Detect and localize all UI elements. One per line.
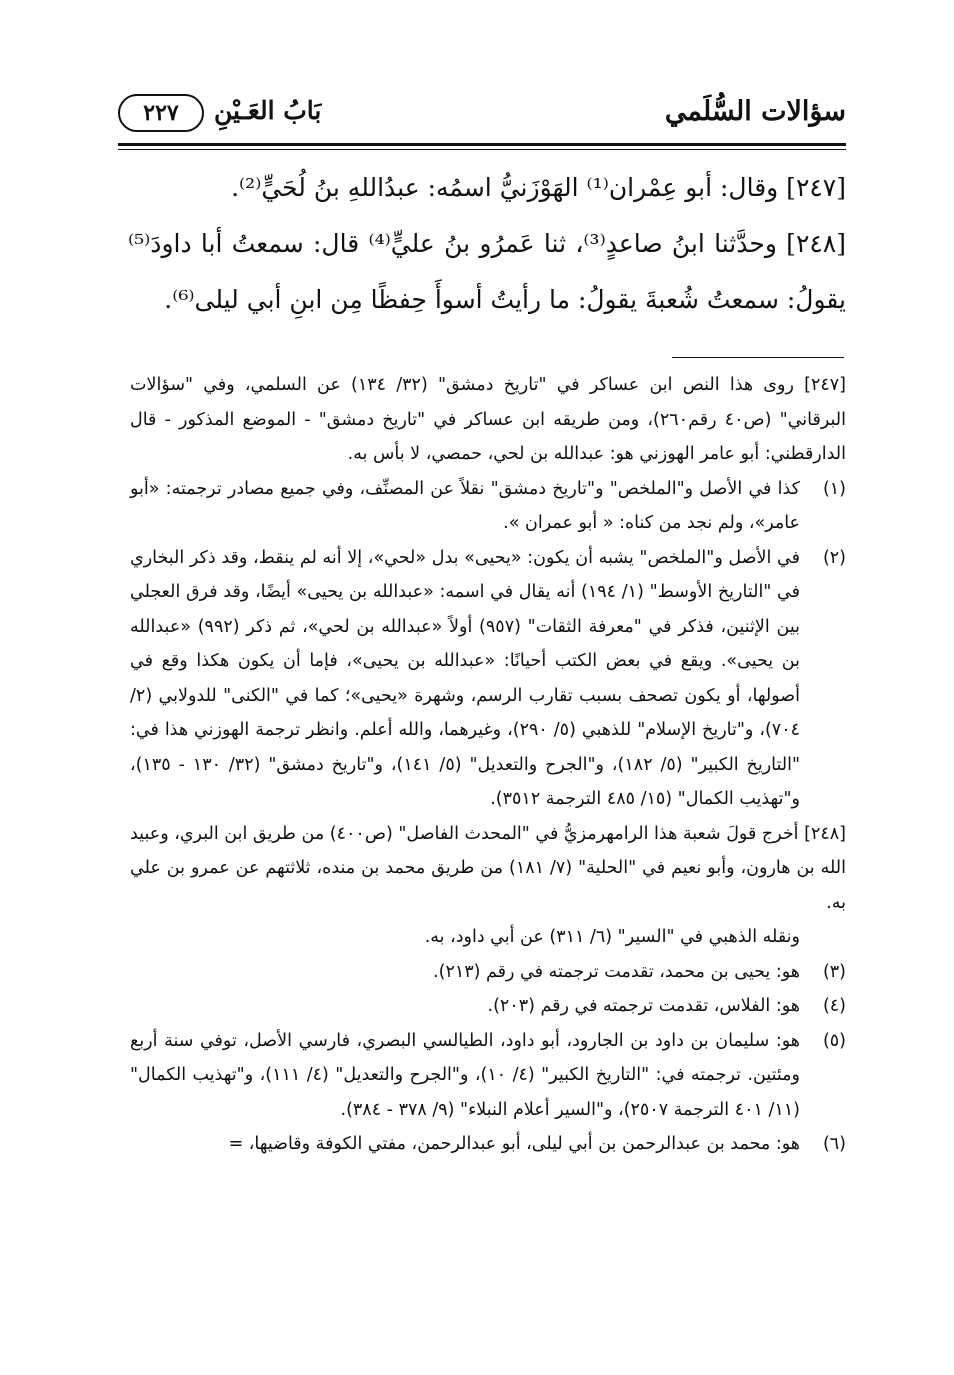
footnote-text: هو: سليمان بن داود بن الجارود، أبو داود، الطيالسي البصري، فارسي الأصل، توفي سنة أربع ومئتين. ترجمته في: "التاريخ الكبير" (٤/ ١٠)، و"الجرح والتعديل" (٤/ ١١١)، و"تهذيب الكمال" (١١/ ٤٠١ الترجمة ٢٥٠٧)، و"السير أعلام النبلاء" (٩/ ٣٧٨ - ٣٨٤). <box>130 1030 801 1120</box>
footnote-6 <box>130 1127 846 1162</box>
footnote-mark: (٣) <box>822 961 846 982</box>
footnote-text: في الأصل و"الملخص" يشبه أن يكون: «يحيى» بدل «لحي»، إلا أنه لم ينقط، وقد ذكر البخاري في "التاريخ الأوسط" (١/ ١٩٤) أنه يقال في اسمه: «عبدالله بن يحيى» أيضًا، وقد فرق العجلي بين الإثنين، فذكر في "معرفة الثقات" (٩٥٧) أولاً «عبدالله بن لحي»، ثم ذكر (٩٩٢) «عبدالله بن يحيى». ويقع في بعض الكتب أحيانًا: «عبدالله بن يحيى»، فإما أن يكون هكذا وقع في أصولها، أو يكون تصحف بسبب تقارب الرسم، وشهرة «يحيى»؛ كما في "الكنى" للدولابي (٢/ ٧٠٤)، و"تاريخ الإسلام" للذهبي (٥/ ٢٩٠)، وغيرهما، والله أعلم. وانظر ترجمة الهوزني هذا في: "التاريخ الكبير" (٥/ ١٨٢)، و"الجرح والتعديل" (٥/ ١٤١)، و"تاريخ دمشق" (٣٢/ ١٣٠ - ١٣٥)، و"تهذيب الكمال" (١٥/ ٤٨٥ الترجمة ٣٥١٢). <box>130 547 801 809</box>
footnote-mark: [٢٤٨] <box>804 823 846 844</box>
main-text <box>128 160 846 328</box>
footnote-1 <box>130 472 846 541</box>
footnote-5 <box>130 1024 846 1128</box>
footnote-mark: [٢٤٧] <box>804 375 846 395</box>
footnote-text: أخرج قولَ شعبة هذا الرامهرمزيُّ في "المحدث الفاصل" (ص٤٠٠) من طريق ابن البري، وعبيد الله بن هارون، وأبو نعيم في "الحلية" (٧/ ١٨١) من طريق محمد بن منده، ثلاثتهم عن عمرو بن علي به. <box>130 823 846 913</box>
footnote-text: ونقله الذهبي في "السير" (٦/ ٣١١) عن أبي داود، به. <box>424 927 800 947</box>
footnote-text: هو: يحيى بن محمد، تقدمت ترجمته في رقم (٢١٣). <box>433 961 800 982</box>
footnote-ref-248 <box>130 817 846 921</box>
footnote-2 <box>130 541 846 817</box>
footnote-separator <box>672 357 844 358</box>
footnote-mark: (١) <box>822 478 846 499</box>
header-rule-thin <box>118 149 846 150</box>
paragraph-248: [٢٤٨] وحدَّثنا ابنُ صاعدٍ⁽³⁾، ثنا عَمرُو بنُ عليٍّ⁽⁴⁾ قال: سمعتُ أبا داودَ⁽⁵⁾ يقولُ: سمعتُ شُعبةَ يقولُ: ما رأيتُ أسوأَ حِفظًا مِن ابنِ أبي ليلى⁽⁶⁾. <box>128 229 847 314</box>
footnote-text: كذا في الأصل و"الملخص" و"تاريخ دمشق" نقلاً عن المصنِّف، وفي جميع مصادر ترجمته: «أبو عامر»، ولم نجد من كناه: « أبو عمران ». <box>130 478 800 533</box>
footnote-mark: (٤) <box>822 996 846 1016</box>
page-number: ٢٢٧ <box>118 94 204 132</box>
footnote-text: هو: الفلاس، تقدمت ترجمته في رقم (٢٠٣). <box>487 996 800 1016</box>
footnote-4 <box>130 989 846 1024</box>
footnote-continuation <box>130 920 846 955</box>
header-rule <box>118 143 846 146</box>
footnotes <box>130 368 846 1162</box>
paragraph-247: [٢٤٧] وقال: أبو عِمْران⁽¹⁾ الهَوْزَنيُّ اسمُه: عبدُاللهِ بنُ لُحَيٍّ⁽²⁾. <box>231 173 846 202</box>
footnote-text: روى هذا النص ابن عساكر في "تاريخ دمشق" (٣٢/ ١٣٤) عن السلمي، وفي "سؤالات البرقاني" (ص٤٠ رقم٢٦٠)، ومن طريقه ابن عساكر في "تاريخ دمشق" - الموضع المذكور - قال الدارقطني: أبو عامر الهوزني هو: عبدالله بن لحي، حمصي، لا بأس به. <box>130 375 846 464</box>
footnote-text: هو: محمد بن عبدالرحمن بن أبي ليلى، أبو عبدالرحمن، مفتي الكوفة وقاضيها، = <box>228 1134 800 1154</box>
footnote-mark: (٢) <box>822 547 846 568</box>
section-title: بَابُ العَـيْنِ <box>214 96 322 125</box>
page-header <box>118 92 846 142</box>
footnote-mark: (٥) <box>822 1030 846 1051</box>
book-title: سؤالات السُّلَمي <box>664 96 846 127</box>
footnote-mark: (٦) <box>822 1134 846 1154</box>
footnote-3 <box>130 955 846 990</box>
footnote-ref-247 <box>130 368 846 472</box>
